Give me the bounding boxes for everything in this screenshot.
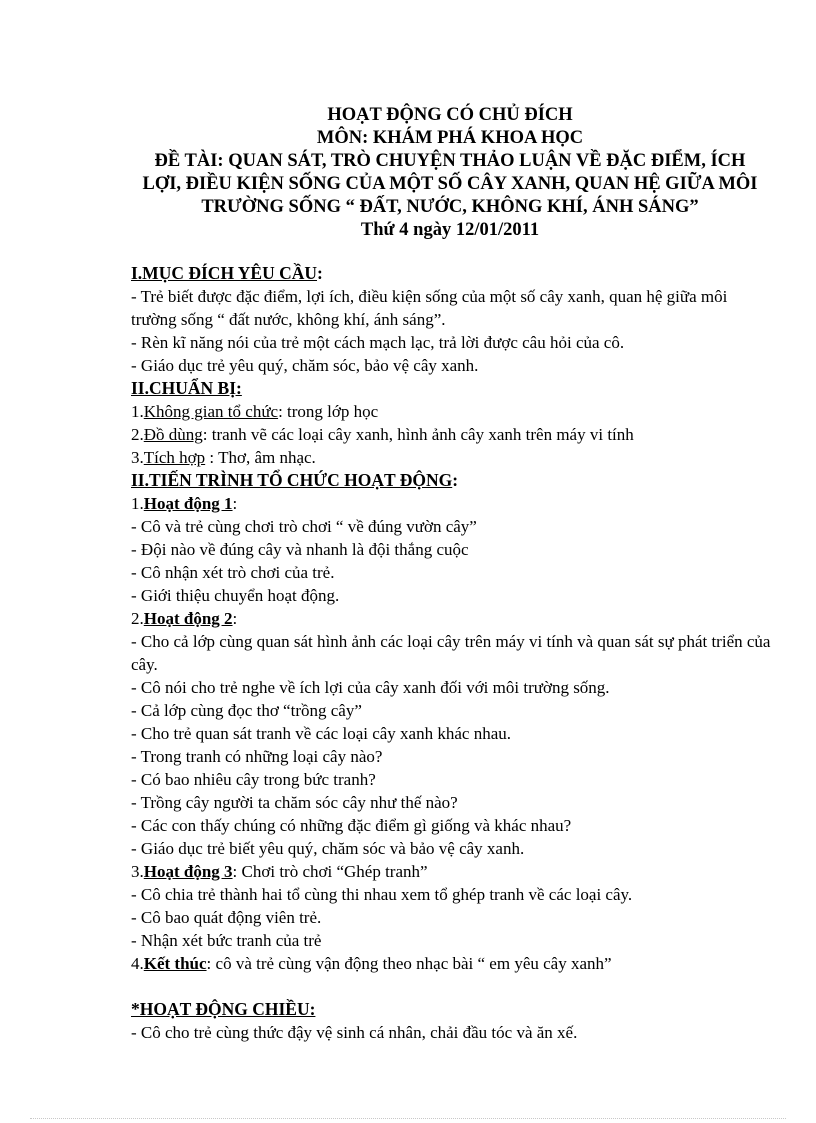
section-1-title: I.MỤC ĐÍCH YÊU CẦU <box>131 263 318 283</box>
section-4-heading <box>131 998 771 1021</box>
document-body <box>131 262 771 1044</box>
header-line-2: MÔN: KHÁM PHÁ KHOA HỌC <box>316 128 584 148</box>
activity-2-line-7: - Trồng cây người ta chăm sóc cây như thế nào? <box>131 793 458 812</box>
header-line-3: ĐỀ TÀI: QUAN SÁT, TRÒ CHUYỆN THẢO LUẬN VỀ ĐẶC ĐIỂM, ÍCH <box>154 151 746 171</box>
activity-4-heading: 4.Kết thúc: cô và trẻ cùng vận động theo nhạc bài “ em yêu cây xanh” <box>131 954 612 973</box>
activity-1-line-3: - Cô nhận xét trò chơi của trẻ. <box>131 563 335 582</box>
header-line-4: LỢI, ĐIỀU KIỆN SỐNG CỦA MỘT SỐ CÂY XANH, QUAN HỆ GIỮA MÔI <box>142 174 758 194</box>
activity-2-label: Hoạt động 2 <box>143 609 233 628</box>
header-line-5: TRƯỜNG SỐNG “ ĐẤT, NƯỚC, KHÔNG KHÍ, ÁNH SÁNG” <box>201 197 699 217</box>
page-bottom-rule <box>30 1118 786 1119</box>
section-2-title: II.CHUẨN BỊ: <box>131 378 242 398</box>
activity-2-heading: 2.Hoạt động 2: <box>131 609 238 628</box>
section-4-line-1: - Cô cho trẻ cùng thức đậy vệ sinh cá nhân, chải đầu tóc và ăn xế. <box>131 1023 578 1042</box>
section-4-title: *HOẠT ĐỘNG CHIỀU: <box>131 999 316 1019</box>
activity-3-label: Hoạt động 3 <box>143 862 233 881</box>
activity-3-line-2: - Cô bao quát động viên trẻ. <box>131 908 322 927</box>
header-line-1: HOẠT ĐỘNG CÓ CHỦ ĐÍCH <box>327 105 573 125</box>
prep-item-3: 3.Tích hợp : Thơ, âm nhạc. <box>131 448 316 467</box>
activity-1-line-4: - Giới thiệu chuyển hoạt động. <box>131 586 340 605</box>
header-date: Thứ 4 ngày 12/01/2011 <box>360 220 540 240</box>
activity-2-line-9: - Giáo dục trẻ biết yêu quý, chăm sóc và bảo vệ cây xanh. <box>131 839 525 858</box>
section-1-heading: I.MỤC ĐÍCH YÊU CẦU: <box>131 263 323 283</box>
section-3-heading: II.TIẾN TRÌNH TỔ CHỨC HOẠT ĐỘNG: <box>131 470 459 490</box>
section-1-line-1: - Trẻ biết được đặc điểm, lợi ích, điều kiện sống của một số cây xanh, quan hệ giữa môi trường sống “ đất nước, không khí, ánh sáng”. <box>131 287 728 329</box>
document-header <box>130 104 770 242</box>
activity-1-line-1: - Cô và trẻ cùng chơi trò chơi “ về đúng vườn cây” <box>131 517 477 536</box>
prep-item-1: 1.Không gian tổ chức: trong lớp học <box>131 402 379 421</box>
activity-1-heading: 1.Hoạt động 1: <box>131 494 238 513</box>
activity-2-line-5: - Trong tranh có những loại cây nào? <box>131 747 383 766</box>
activity-3-line-3: - Nhận xét bức tranh của trẻ <box>131 931 322 950</box>
activity-2-line-3: - Cả lớp cùng đọc thơ “trồng cây” <box>131 701 362 720</box>
activity-2-line-2: - Cô nói cho trẻ nghe về ích lợi của cây xanh đối với môi trường sống. <box>131 678 610 697</box>
prep-item-2: 2.Đồ dùng: tranh vẽ các loại cây xanh, hình ảnh cây xanh trên máy vi tính <box>131 425 634 444</box>
activity-4-label: Kết thúc <box>143 954 207 973</box>
activity-2-line-8: - Các con thấy chúng có những đặc điểm gì giống và khác nhau? <box>131 816 572 835</box>
section-3-title: II.TIẾN TRÌNH TỔ CHỨC HOẠT ĐỘNG <box>131 470 453 490</box>
activity-2-line-1: - Cho cả lớp cùng quan sát hình ảnh các loại cây trên máy vi tính và quan sát sự phát triển của cây. <box>131 632 771 674</box>
activity-2-line-6: - Có bao nhiêu cây trong bức tranh? <box>131 770 376 789</box>
prep-item-2-label: Đồ dùng <box>143 425 203 444</box>
prep-item-3-label: Tích hợp <box>143 448 206 467</box>
section-2-heading <box>131 377 771 400</box>
activity-3-line-1: - Cô chia trẻ thành hai tổ cùng thi nhau xem tổ ghép tranh về các loại cây. <box>131 885 633 904</box>
spacer <box>131 975 771 998</box>
activity-3-heading: 3.Hoạt động 3: Chơi trò chơi “Ghép tranh” <box>131 862 428 881</box>
activity-2-line-4: - Cho trẻ quan sát tranh về các loại cây xanh khác nhau. <box>131 724 511 743</box>
section-1-line-2: - Rèn kĩ năng nói của trẻ một cách mạch lạc, trả lời được câu hỏi của cô. <box>131 333 625 352</box>
prep-item-1-label: Không gian tổ chức <box>143 402 279 421</box>
section-1-line-3: - Giáo dục trẻ yêu quý, chăm sóc, bảo vệ cây xanh. <box>131 356 479 375</box>
activity-1-label: Hoạt động 1 <box>143 494 233 513</box>
activity-1-line-2: - Đội nào về đúng cây và nhanh là đội thắng cuộc <box>131 540 469 559</box>
